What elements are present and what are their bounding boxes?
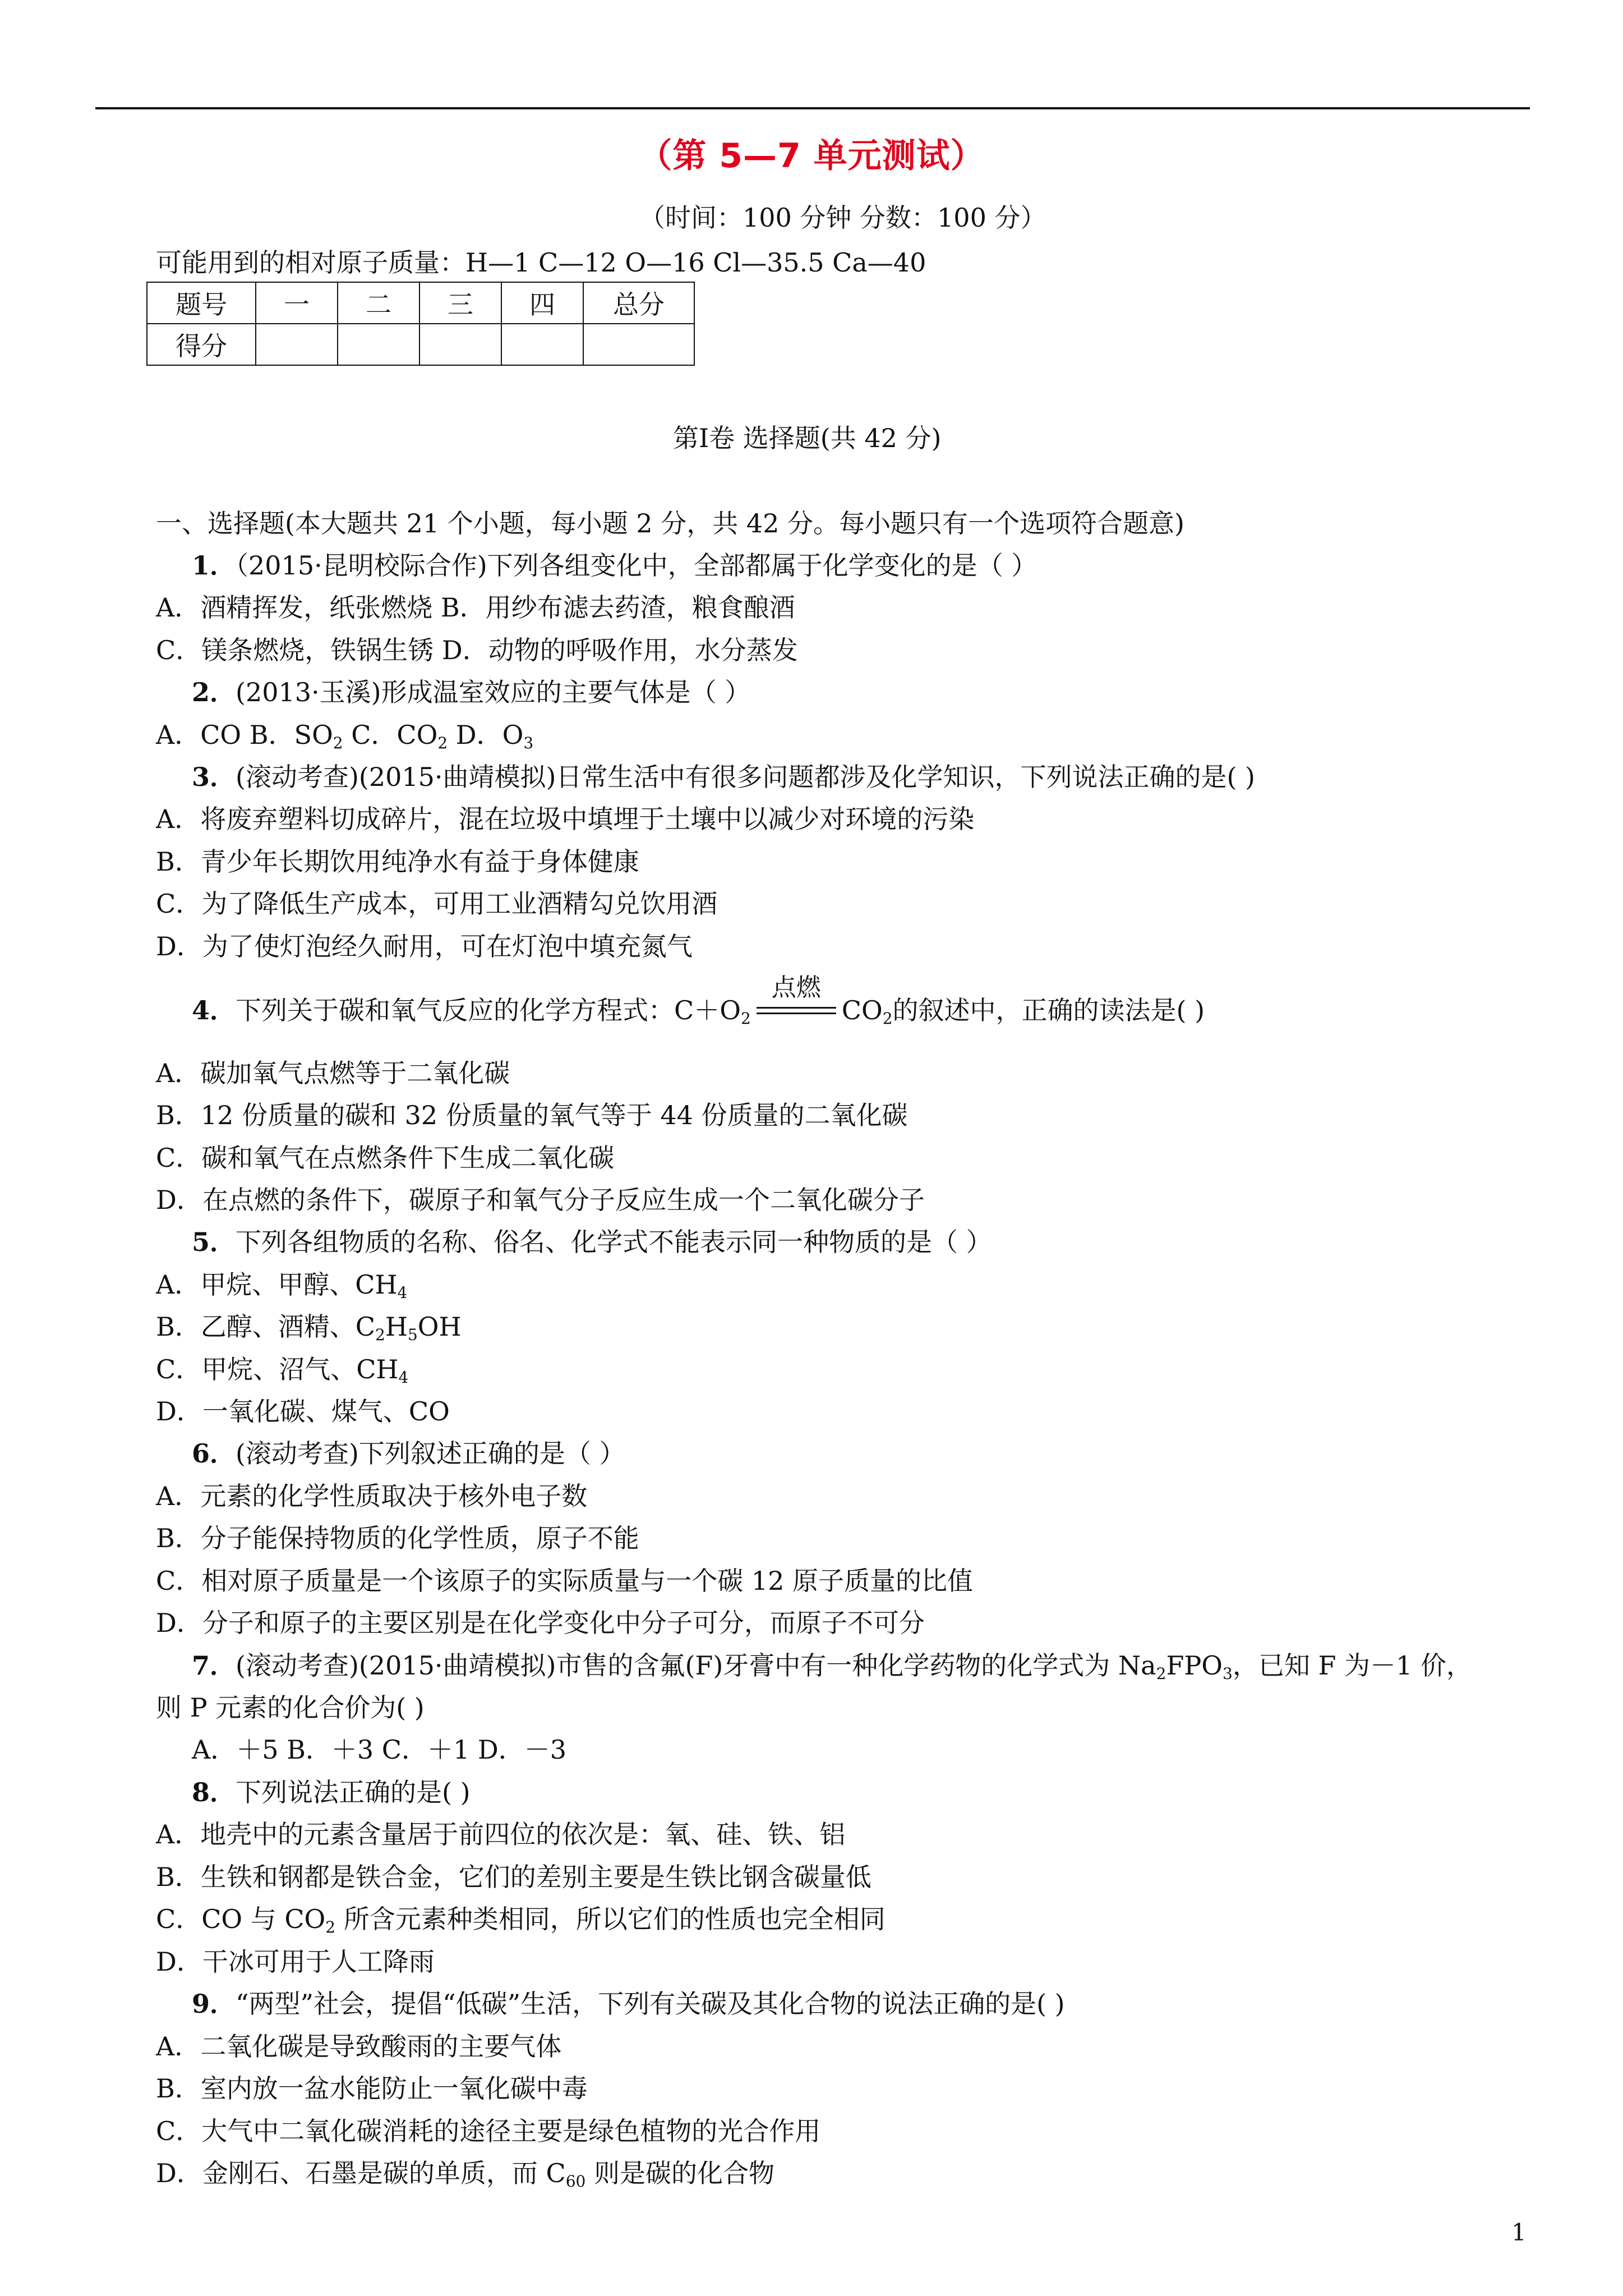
question-5: [192, 1229, 992, 1255]
score-table-score-row: [147, 324, 694, 365]
question-6: [192, 1438, 625, 1469]
q8-option-d: D．干冰可用于人工降雨: [156, 1947, 435, 1977]
question-stem: （2015·昆明校际合作)下列各组变化中，全部都属于化学变化的是（ ）: [236, 550, 1038, 581]
question-9: [192, 1991, 1065, 2017]
q5-option-d: D．一氧化碳、煤气、CO: [156, 1396, 450, 1427]
q2-options: A．CO B．$SO_2$ C．$CO_2$ D．$O_3$: [156, 720, 534, 752]
score-cell[interactable]: [338, 324, 419, 365]
q3-option-d: D．为了使灯泡经久耐用，可在灯泡中填充氮气: [156, 931, 693, 961]
q6-option-b: B．分子能保持物质的化学性质，原子不能: [156, 1523, 639, 1553]
q6-option-d: D．分子和原子的主要区别是在化学变化中分子可分，而原子不可分: [156, 1608, 925, 1638]
question-number: 7．: [192, 1650, 236, 1681]
q3-option-b: B．青少年长期饮用纯净水有益于身体健康: [156, 846, 639, 877]
q3-option-c: C．为了降低生产成本，可用工业酒精勾兑饮用酒: [156, 889, 718, 919]
q5-option-b: B．乙醇、酒精、$C_2H_5OH$: [156, 1312, 462, 1344]
reaction-equals-sign: [754, 973, 838, 1024]
q4-option-b: B．12 份质量的碳和 32 份质量的氧气等于 44 份质量的二氧化碳: [156, 1100, 908, 1130]
question-stem: 下列说法正确的是( ): [236, 1777, 471, 1807]
question-7: 7．(滚动考查)(2015·曲靖模拟)市售的含氟(F)牙膏中有一种化学药物的化学式为 $Na_2FPO_3$，已知 F 为－1 价，: [192, 1650, 1472, 1683]
exam-title: （第 5—7 单元测试）: [638, 136, 985, 176]
header-rule: [95, 107, 1530, 109]
reaction-condition: 点燃: [771, 973, 821, 1002]
question-stem: “两型”社会，提倡“低碳”生活，下列有关碳及其化合物的说法正确的是( ): [236, 1989, 1065, 2019]
question-number: 5．: [192, 1227, 236, 1257]
score-header-3: 三: [419, 282, 501, 324]
q6-option-a: A．元素的化学性质取决于核外电子数: [156, 1481, 588, 1511]
instructions: 一、选择题(本大题共 21 个小题，每小题 2 分，共 42 分。每小题只有一个选项符合题意): [156, 508, 1184, 539]
q7-options: A．＋5 B．＋3 C．＋1 D．－3: [192, 1734, 567, 1765]
question-number: 8．: [192, 1777, 236, 1807]
question-stem: (滚动考查)下列叙述正确的是（ ）: [236, 1438, 625, 1469]
q9-option-a: A．二氧化碳是导致酸雨的主要气体: [156, 2031, 562, 2062]
q6-option-c: C．相对原子质量是一个该原子的实际质量与一个碳 12 原子质量的比值: [156, 1566, 973, 1596]
question-stem: 下列各组物质的名称、俗名、化学式不能表示同一种物质的是（ ）: [236, 1227, 992, 1257]
q8-option-b: B．生铁和钢都是铁合金，它们的差别主要是生铁比钢含碳量低: [156, 1862, 872, 1892]
q4-option-d: D．在点燃的条件下，碳原子和氧气分子反应生成一个二氧化碳分子: [156, 1185, 925, 1215]
q8-option-a: A．地壳中的元素含量居于前四位的依次是：氧、硅、铁、铝: [156, 1819, 846, 1849]
question-stem: (2013·玉溪)形成温室效应的主要气体是（ ）: [236, 677, 751, 707]
score-header-4: 四: [501, 282, 583, 324]
score-row-label: 得分: [147, 324, 256, 365]
q9-option-d: D．金刚石、石墨是碳的单质，而 $C_{60}$ 则是碳的化合物: [156, 2158, 774, 2191]
q9-option-c: C．大气中二氧化碳消耗的途径主要是绿色植物的光合作用: [156, 2116, 821, 2146]
q5-option-a: A．甲烷、甲醇、$CH_4$: [156, 1269, 408, 1302]
question-number: 4．: [192, 995, 236, 1025]
q4-option-a: A．碳加氧气点燃等于二氧化碳: [156, 1058, 510, 1088]
question-7-line-2: 则 P 元素的化合价为( ): [156, 1692, 425, 1723]
q9-option-b: B．室内放一盆水能防止一氧化碳中毒: [156, 2073, 588, 2104]
section-title: 第Ⅰ卷 选择题(共 42 分): [673, 423, 942, 453]
question-number: 1．: [192, 550, 236, 581]
score-cell[interactable]: [501, 324, 583, 365]
score-header-2: 二: [338, 282, 419, 324]
score-header-label: 题号: [147, 282, 256, 324]
page-number: 1: [1511, 2219, 1527, 2246]
score-table: [146, 282, 695, 366]
question-1: [192, 550, 1038, 581]
question-4: 4．下列关于碳和氧气反应的化学方程式：$C+O_2$ 点燃 $CO_2$的叙述中，正确的读法是( ): [192, 973, 1205, 1028]
score-cell[interactable]: [419, 324, 501, 365]
score-header-1: 一: [256, 282, 338, 324]
question-8: [192, 1779, 471, 1805]
q3-option-a: A．将废弃塑料切成碎片，混在垃圾中填埋于土壤中以减少对环境的污染: [156, 804, 975, 834]
question-number: 6．: [192, 1438, 236, 1469]
question-number: 3．: [192, 762, 236, 792]
question-3: [192, 764, 1255, 790]
score-cell-total[interactable]: [583, 324, 694, 365]
time-score-info: （时间：100 分钟 分数：100 分）: [639, 203, 1046, 233]
question-stem: (滚动考查)(2015·曲靖模拟)日常生活中有很多问题都涉及化学知识，下列说法正确的是( ): [236, 762, 1256, 792]
score-cell[interactable]: [256, 324, 338, 365]
question-number: 9．: [192, 1989, 236, 2019]
score-table-header-row: [147, 282, 694, 324]
q8-option-c: C．CO 与 $CO_2$ 所含元素种类相同，所以它们的性质也完全相同: [156, 1904, 886, 1936]
q1-options-cd: C．镁条燃烧，铁锅生锈 D．动物的呼吸作用，水分蒸发: [156, 635, 798, 665]
q4-option-c: C．碳和氧气在点燃条件下生成二氧化碳: [156, 1143, 615, 1173]
q1-options-ab: A．酒精挥发，纸张燃烧 B．用纱布滤去药渣，粮食酿酒: [156, 592, 795, 623]
question-number: 2．: [192, 677, 236, 707]
score-header-total: 总分: [583, 282, 694, 324]
question-2: [192, 679, 750, 705]
q5-option-c: C．甲烷、沼气、$CH_4$: [156, 1354, 409, 1387]
atomic-mass-line: 可能用到的相对原子质量：H—1 C—12 O—16 Cl—35.5 Ca—40: [156, 247, 926, 278]
